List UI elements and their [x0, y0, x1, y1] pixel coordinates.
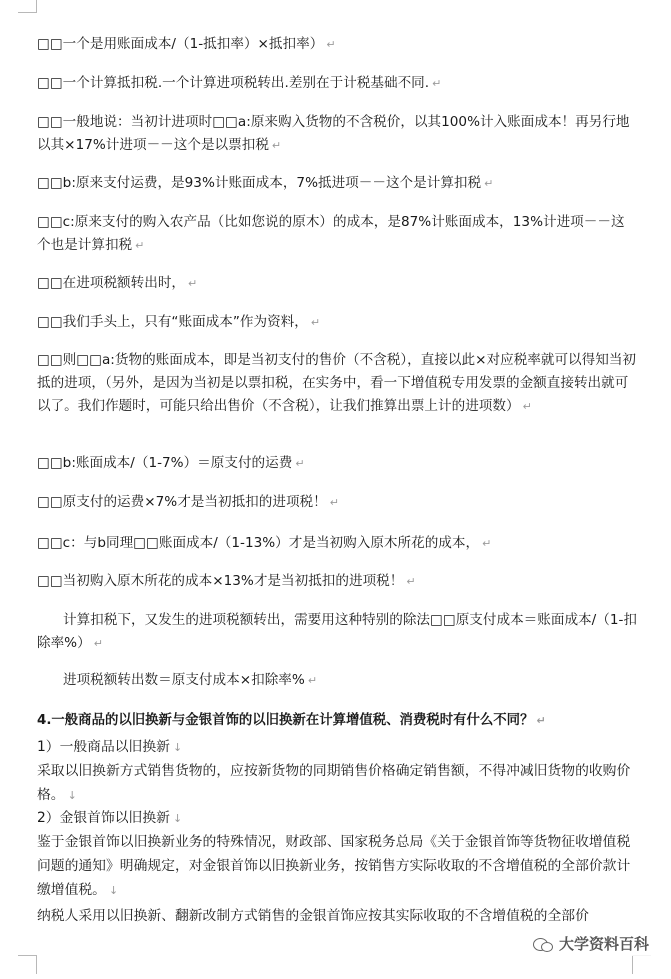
paragraph-mark: ↵: [326, 38, 336, 51]
line-break-mark: ↓: [67, 789, 77, 802]
paragraph-text: □□b:账面成本/（1-7%）＝原支付的运费: [37, 455, 293, 471]
body-paragraph: [37, 759, 637, 808]
paragraph: [37, 111, 637, 157]
paragraph: [37, 33, 637, 56]
paragraph: [37, 570, 637, 593]
paragraph-mark: ↵: [329, 496, 339, 509]
paragraph-mark: ↵: [522, 400, 532, 413]
paragraph-text: □□在进项税额转出时，: [37, 275, 186, 291]
section-heading-text: 4.一般商品的以旧换新与金银首饰的以旧换新在计算增值税、消费税时有什么不同？: [37, 713, 534, 728]
body-paragraph: [37, 830, 637, 903]
page-corner-mark: [18, 0, 37, 13]
paragraph-text: □□原支付的运费×7%才是当初抵扣的进项税！: [37, 494, 327, 510]
line-break-mark: ↓: [108, 884, 119, 897]
subsection-title: [37, 806, 637, 831]
paragraph-mark: ↵: [93, 637, 103, 650]
section-heading: [37, 709, 637, 732]
paragraph-text: □□b:原来支付运费，是93%计账面成本，7%抵进项－－这个是计算扣税: [37, 175, 482, 191]
watermark: [529, 931, 653, 956]
paragraph-text: □□c:原来支付的购入农产品（比如您说的原木）的成本，是87%计账面成本，13%计进项－－这个也是计算扣税: [37, 214, 625, 253]
body-paragraph-text: 采取以旧换新方式销售货物的，应按新货物的同期销售价格确定销售额，不得冲减旧货物的收购价格。: [37, 763, 631, 803]
paragraph: [37, 172, 637, 195]
paragraph: [37, 311, 637, 334]
page-corner-mark: [632, 955, 651, 974]
subsection-title-text: 2）金银首饰以旧换新: [37, 810, 170, 826]
paragraph-text: □□一个是用账面成本/（1-抵扣率）×抵扣率）: [37, 36, 324, 52]
paragraph: [37, 272, 637, 295]
body-paragraph-text: 鉴于金银首饰以旧换新业务的特殊情况，财政部、国家税务总局《关于金银首饰等货物征收增值税问题的通知》明确规定，对金银首饰以旧换新业务，按销售方实际收取的不含增值税的全部价款计缴增值税。: [37, 834, 631, 898]
wechat-icon: [533, 936, 553, 952]
paragraph-text: □□c：与b同理□□账面成本/（1-13%）才是当初购入原木所花的成本，: [37, 535, 480, 551]
subsection-title: [37, 735, 637, 760]
paragraph: [37, 491, 637, 514]
paragraph: [37, 72, 637, 95]
paragraph: [37, 609, 637, 655]
paragraph-mark: ↵: [135, 239, 145, 252]
paragraph-text: 进项税额转出数＝原支付成本×扣除率%: [63, 672, 305, 688]
paragraph: [37, 532, 637, 555]
paragraph-mark: ↵: [271, 139, 282, 152]
paragraph: [37, 452, 637, 475]
paragraph-mark: ↵: [307, 674, 318, 687]
body-paragraph: [37, 904, 637, 928]
line-break-mark: ↓: [172, 741, 183, 754]
paragraph-text: □□一般地说：当初计进项时□□a:原来购入货物的不含税价，以其100%计入账面成本！再另行地以其×17%计进项－－这个是以票扣税: [37, 114, 630, 153]
subsection-title-text: 1）一般商品以旧换新: [37, 739, 170, 755]
paragraph-mark: ↵: [406, 575, 416, 588]
paragraph-text: □□当初购入原木所花的成本×13%才是当初抵扣的进项税！: [37, 573, 404, 589]
watermark-text: 大学资料百科: [558, 935, 649, 953]
paragraph-text: □□我们手头上，只有“账面成本”作为资料，: [37, 314, 308, 330]
page-corner-mark: [18, 955, 37, 974]
paragraph-mark: ↵: [295, 457, 305, 470]
body-paragraph-text: 纳税人采用以旧换新、翻新改制方式销售的金银首饰应按其实际收取的不含增值税的全部价: [37, 908, 589, 924]
paragraph-mark: ↵: [310, 316, 321, 329]
paragraph: [37, 211, 637, 257]
paragraph-mark: ↵: [482, 537, 492, 550]
line-break-mark: ↓: [172, 812, 183, 825]
paragraph-mark: ↵: [484, 177, 494, 190]
paragraph-mark: ↵: [432, 77, 442, 90]
paragraph-mark: ↵: [536, 714, 546, 727]
paragraph-text: □□一个计算抵扣税.一个计算进项税转出.差别在于计税基础不同.: [37, 75, 430, 91]
paragraph-text: 计算扣税下，又发生的进项税额转出，需要用这种特别的除法□□原支付成本＝账面成本/（1-扣除率%）: [37, 612, 637, 651]
paragraph: [37, 349, 637, 418]
paragraph: [63, 669, 623, 692]
paragraph-text: □□则□□a:货物的账面成本，即是当初支付的售价（不含税），直接以此×对应税率就可以得知当初抵的进项，（另外，是因为当初是以票扣税，在实务中，看一下增值税专用发票的金额直接转出就可以了。我们作题时，可能只给出售价（不含税），让我们推算出票上计的进项数）: [37, 352, 637, 414]
paragraph-mark: ↵: [188, 277, 198, 290]
